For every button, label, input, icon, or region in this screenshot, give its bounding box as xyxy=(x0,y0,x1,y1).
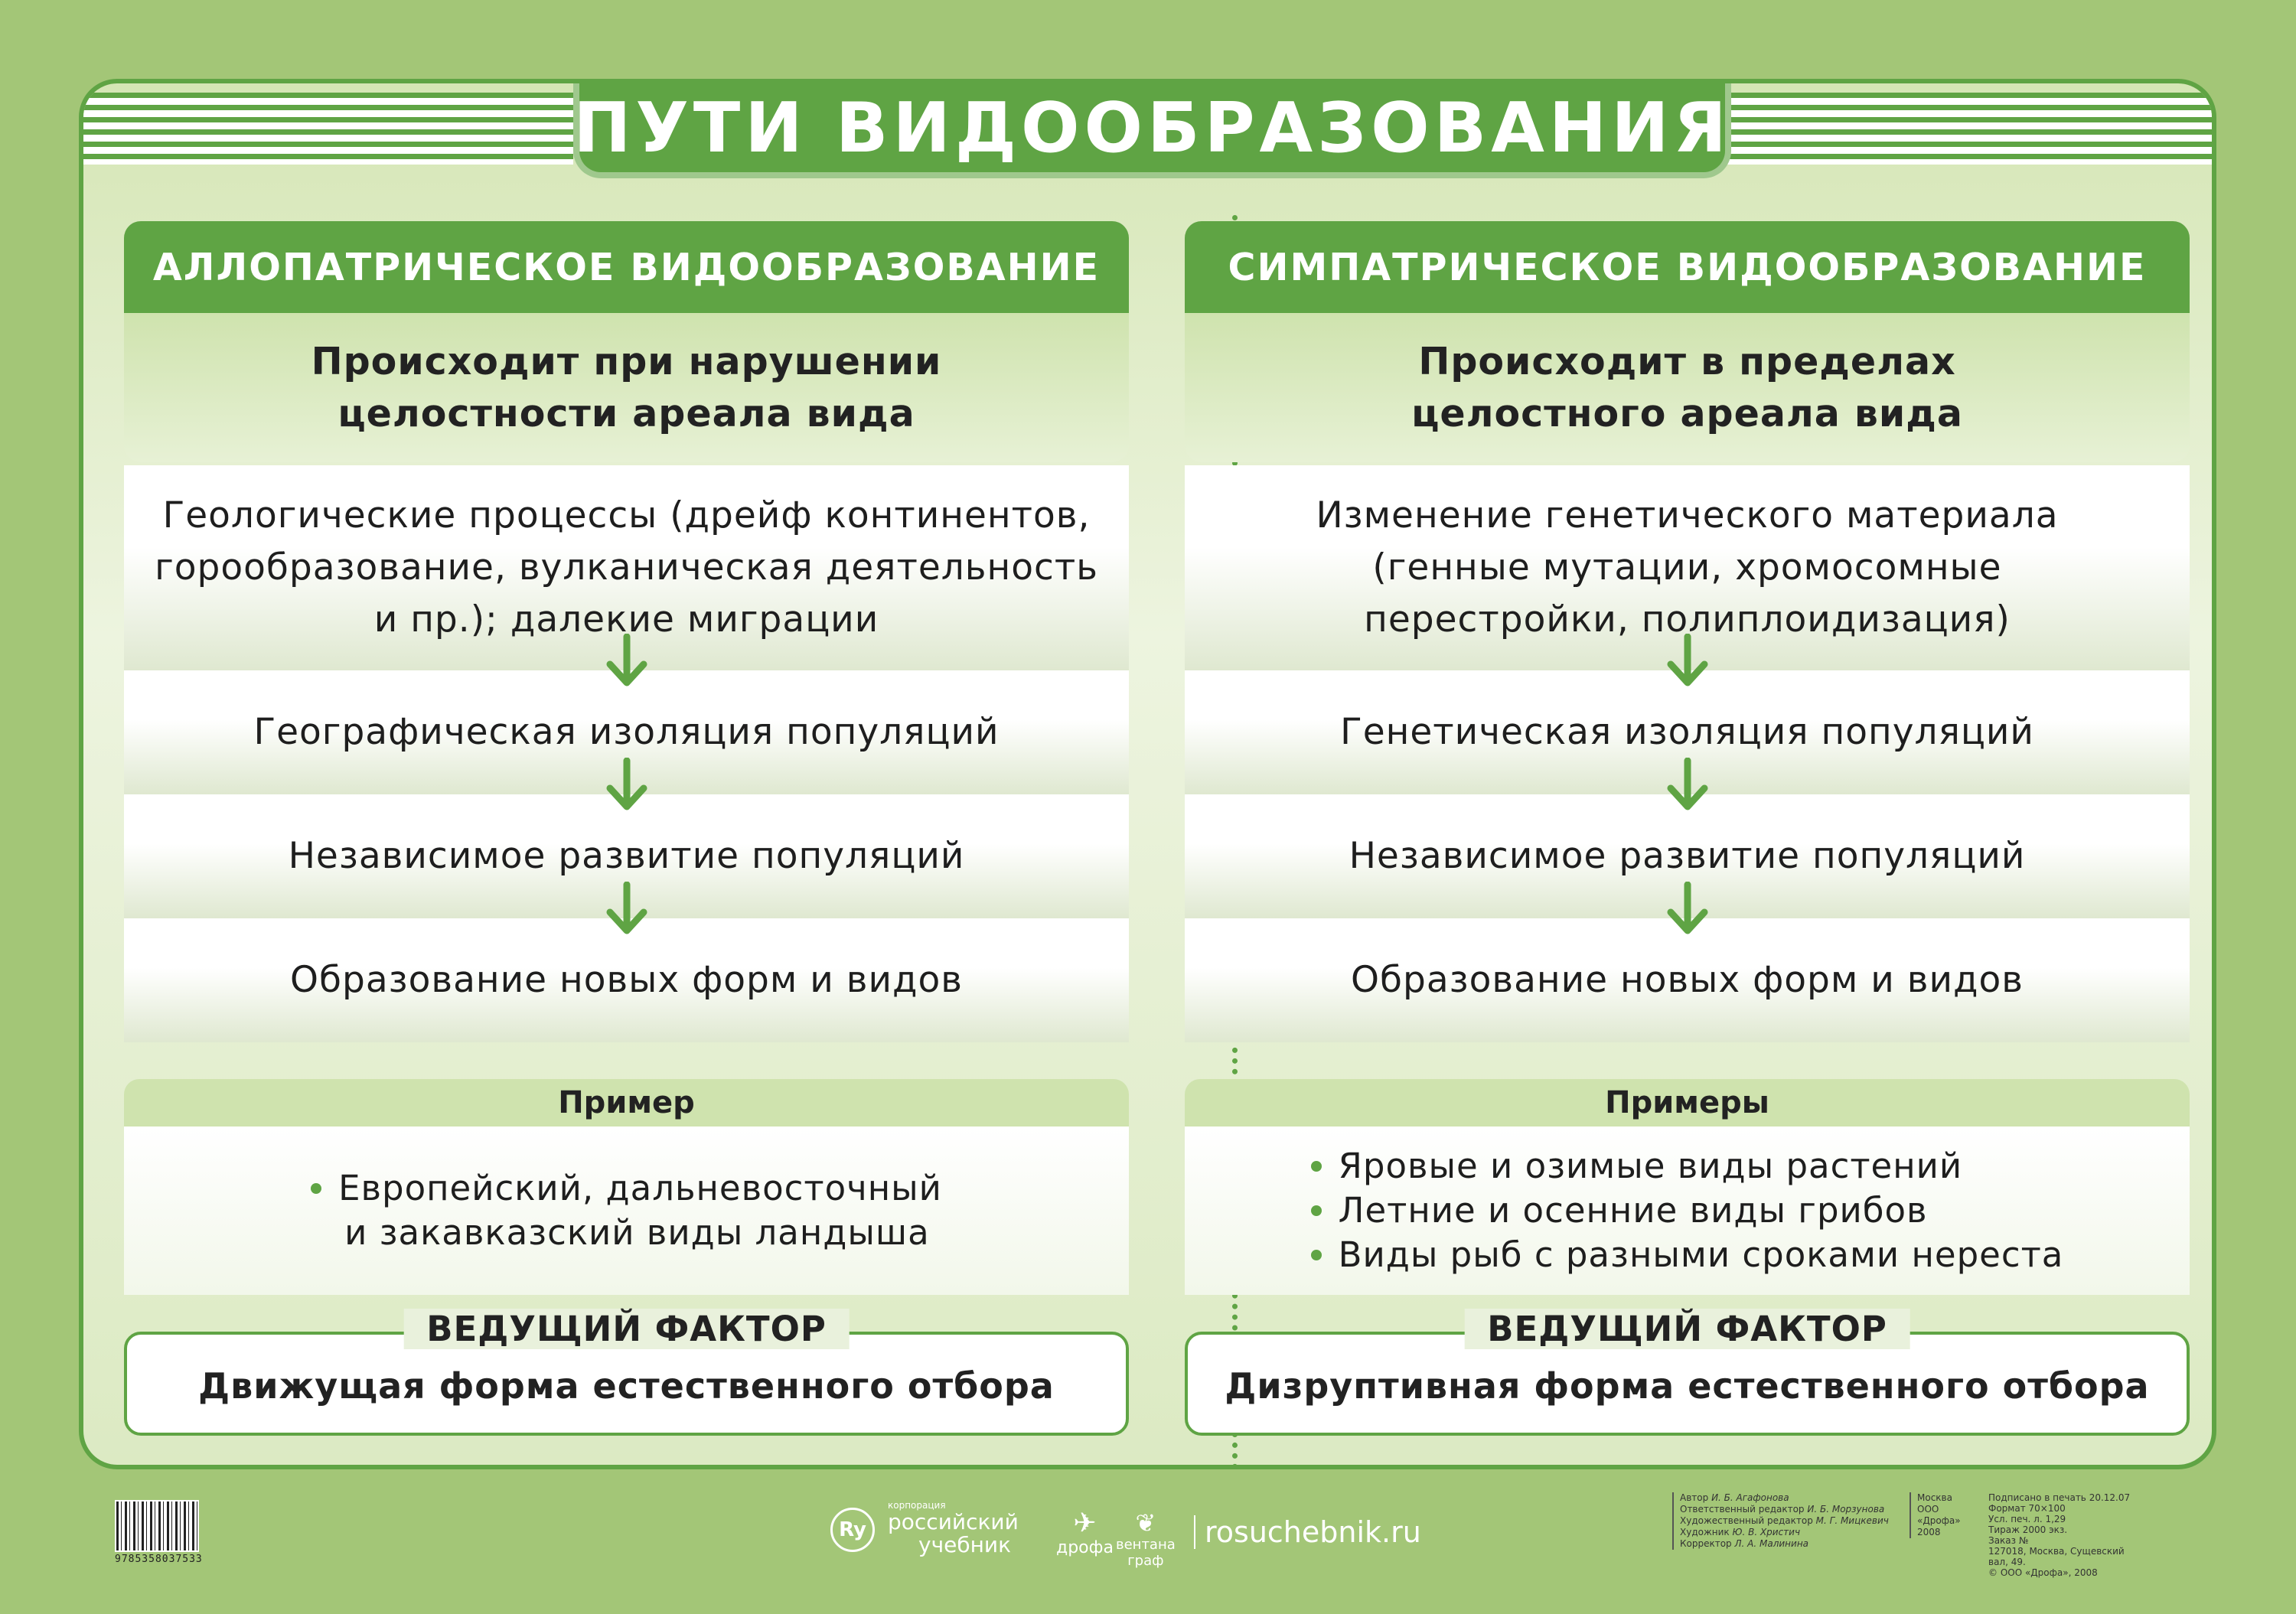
condition-box xyxy=(124,313,1129,462)
ventana-graf-logo: ❦ вентана граф xyxy=(1116,1508,1176,1569)
example-body xyxy=(1185,1127,2190,1295)
allopatric-column xyxy=(124,221,1129,1436)
new-species-step: Образование новых форм и видов xyxy=(124,918,1129,1042)
condition-line: Происходит в пределах xyxy=(1418,339,1956,383)
example-heading: Примеры xyxy=(1185,1079,2190,1127)
condition-box xyxy=(1185,313,2190,462)
example-heading: Пример xyxy=(124,1079,1129,1127)
sympatric-column xyxy=(1185,221,2190,1436)
cause-line: Изменение генетического материала xyxy=(1316,494,2059,536)
bird-icon: ✈ xyxy=(1073,1508,1097,1539)
publisher-city: Москва ООО «Дрофа» 2008 xyxy=(1910,1492,1978,1538)
condition-line: целостности ареала вида xyxy=(338,391,915,435)
arrow-down-icon xyxy=(1665,758,1711,813)
cause-line: перестройки, полиплоидизация) xyxy=(1364,598,2011,641)
condition-line: Происходит при нарушении xyxy=(311,339,942,383)
barcode-number: 9785358037533 xyxy=(115,1554,203,1565)
decorative-stripes-left xyxy=(83,93,573,165)
page-title: ПУТИ ВИДООБРАЗОВАНИЯ xyxy=(573,87,1731,168)
arrow-down-icon xyxy=(604,882,650,937)
cause-line: Геологические процессы (дрейф континентов, xyxy=(162,494,1091,536)
poster-board xyxy=(79,79,2216,1469)
footer xyxy=(0,1492,2296,1607)
leading-factor-box xyxy=(1185,1309,2190,1436)
title-banner xyxy=(573,83,1731,178)
credit-line: Художественный редактор М. Г. Мицкевич xyxy=(1680,1515,1889,1526)
credit-line: Ответственный редактор И. Б. Морзунова xyxy=(1680,1504,1885,1515)
condition-line: целостного ареала вида xyxy=(1411,391,1963,435)
leading-factor-box xyxy=(124,1309,1129,1436)
print-info: Подписано в печать 20.12.07 Формат 70×100 Усл. печ. л. 1,29 Тираж 2000 экз. Заказ № 127018, Москва, Сущевский вал, 49. © ООО «Дрофа», 2008 xyxy=(1988,1492,2131,1578)
publisher-name: корпорация российский учебник xyxy=(888,1500,1019,1557)
leading-factor-value: Движущая форма естественного отбора xyxy=(198,1365,1055,1407)
credit-line: Автор И. Б. Агафонова xyxy=(1680,1492,1789,1503)
column-heading: АЛЛОПАТРИЧЕСКОЕ ВИДООБРАЗОВАНИЕ xyxy=(124,221,1129,313)
leading-factor-label: ВЕДУЩИЙ ФАКТОР xyxy=(1464,1309,1910,1349)
development-step: Независимое развитие популяций xyxy=(124,794,1129,918)
credits-block xyxy=(1672,1492,1902,1550)
cause-line: горообразование, вулканическая деятельность xyxy=(155,546,1098,589)
leading-factor-value: Дизруптивная форма естественного отбора xyxy=(1225,1365,2150,1407)
arrow-down-icon xyxy=(1665,634,1711,689)
example-item: Яровые и озимые виды растений xyxy=(1311,1144,2064,1188)
credit-line: Художник Ю. В. Христич xyxy=(1680,1527,1801,1537)
butterfly-icon: ❦ xyxy=(1135,1508,1156,1537)
example-item: Летние и осенние виды грибов xyxy=(1311,1188,2064,1233)
barcode-icon xyxy=(115,1500,199,1552)
cause-line: (генные мутации, хромосомные xyxy=(1372,546,2002,589)
arrow-down-icon xyxy=(604,634,650,689)
example-item: Виды рыб с разными сроками нереста xyxy=(1311,1233,2064,1277)
development-step: Независимое развитие популяций xyxy=(1185,794,2190,918)
publisher-logo-icon: Ry xyxy=(830,1508,875,1552)
column-heading: СИМПАТРИЧЕСКОЕ ВИДООБРАЗОВАНИЕ xyxy=(1185,221,2190,313)
decorative-stripes-right xyxy=(1722,93,2212,165)
arrow-down-icon xyxy=(604,758,650,813)
arrow-down-icon xyxy=(1665,882,1711,937)
leading-factor-label: ВЕДУЩИЙ ФАКТОР xyxy=(403,1309,850,1349)
isolation-step: Генетическая изоляция популяций xyxy=(1185,670,2190,794)
example-body xyxy=(124,1127,1129,1295)
credit-line: Корректор Л. А. Малинина xyxy=(1680,1538,1809,1549)
website-link[interactable]: rosuchebnik.ru xyxy=(1194,1515,1421,1549)
new-species-step: Образование новых форм и видов xyxy=(1185,918,2190,1042)
isolation-step: Географическая изоляция популяций xyxy=(124,670,1129,794)
example-item: Европейский, дальневосточный и закавказский виды ландыша xyxy=(311,1166,942,1255)
cause-line: и пр.); далекие миграции xyxy=(373,598,879,641)
drofa-logo: ✈ дрофа xyxy=(1056,1508,1114,1557)
